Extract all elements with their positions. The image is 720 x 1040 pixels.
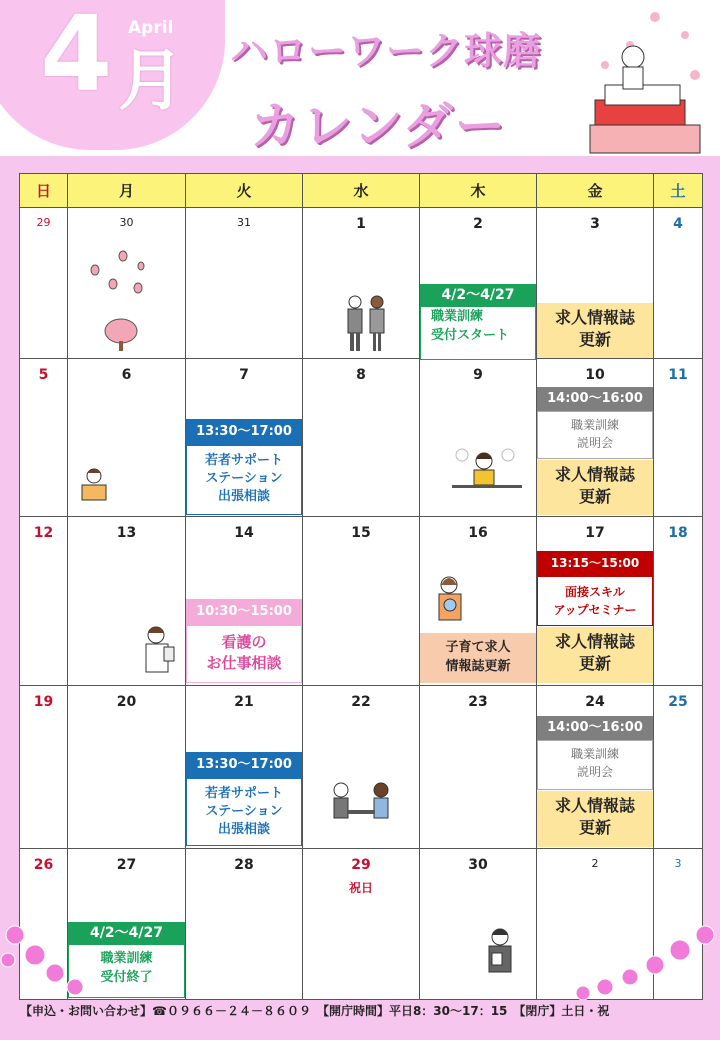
business-people-icon: [343, 294, 393, 354]
mother-baby-icon: [434, 575, 468, 623]
event-youth-time: 13:30～17:00: [186, 752, 302, 778]
day-cell: [420, 686, 537, 849]
day-cell: [537, 686, 654, 849]
event-job-info-update: 求人情報誌 更新: [537, 627, 653, 683]
day-number: 25: [668, 694, 688, 710]
day-cell: [303, 849, 420, 1000]
day-number: 19: [33, 694, 54, 710]
day-cell: [654, 208, 703, 359]
day-number: 8: [356, 367, 366, 383]
businessman-icon: [482, 927, 518, 977]
day-number: 13: [116, 525, 137, 541]
person-on-books-icon: [585, 5, 715, 155]
day-number: 26: [33, 857, 54, 873]
day-cell: [303, 517, 420, 686]
page-title: ハローワーク球磨: [230, 29, 543, 73]
day-cell: [420, 208, 537, 359]
day-cell: [654, 686, 703, 849]
event-interview-time: 13:15～15:00: [537, 551, 653, 576]
sakura-flowers-icon: [0, 905, 110, 1000]
day-cell: [654, 359, 703, 517]
day-cell: [186, 359, 303, 517]
day-cell: [654, 517, 703, 686]
weekday-mon: 月: [68, 174, 186, 208]
page-subtitle: カレンダー: [250, 97, 507, 155]
event-training-period: 4/2～4/27: [420, 284, 536, 306]
consultation-icon: [329, 780, 393, 830]
event-training-seminar: 職業訓練 説明会: [537, 411, 653, 459]
day-cell: [20, 686, 68, 849]
day-number: 3: [674, 857, 682, 870]
day-number: 30: [119, 216, 134, 229]
day-number: 29: [36, 216, 51, 229]
holiday-label: 祝日: [348, 881, 373, 895]
day-number: 16: [468, 525, 488, 541]
day-number: 23: [468, 694, 488, 710]
day-number: 6: [121, 367, 132, 383]
day-cell: [68, 208, 186, 359]
day-cell: [186, 517, 303, 686]
child-reading-icon: [78, 467, 110, 503]
day-number: 5: [38, 367, 49, 383]
day-cell: [420, 517, 537, 686]
cherry-blossom-tree-icon: [83, 246, 153, 351]
day-cell: [420, 359, 537, 517]
day-number: 27: [116, 857, 137, 873]
day-number: 12: [33, 525, 54, 541]
weekday-wed: 水: [303, 174, 420, 208]
day-cell: [68, 686, 186, 849]
day-cell: [68, 359, 186, 517]
event-nurse-consult: 看護の お仕事相談: [186, 625, 302, 683]
event-interview-seminar: 面接スキル アップセミナー: [537, 576, 653, 626]
event-job-info-update: 求人情報誌 更新: [537, 791, 653, 847]
day-number: 28: [234, 857, 254, 873]
day-cell: [420, 849, 537, 1000]
month-badge: [0, 0, 225, 150]
day-number: 17: [585, 525, 605, 541]
day-number: 22: [351, 694, 371, 710]
day-cell: [20, 208, 68, 359]
calendar-grid: [19, 173, 702, 999]
event-seminar-time: 14:00～16:00: [537, 716, 653, 740]
month-number: 4: [40, 0, 113, 115]
header: [0, 0, 720, 160]
day-number: 10: [585, 367, 605, 383]
day-number: 24: [585, 694, 605, 710]
day-number: 7: [239, 367, 249, 383]
day-cell: [537, 359, 654, 517]
weekday-sat: 土: [654, 174, 703, 208]
day-number: 30: [468, 857, 488, 873]
day-cell: [303, 359, 420, 517]
day-cell: [68, 517, 186, 686]
day-number: 3: [590, 216, 600, 232]
event-youth-support: 若者サポート ステーション 出張相談: [186, 445, 302, 515]
day-cell: [20, 517, 68, 686]
day-number: 29: [351, 857, 371, 873]
day-number: 20: [116, 694, 137, 710]
day-number: 11: [668, 367, 688, 383]
day-number: 4: [673, 216, 683, 232]
day-cell: [186, 849, 303, 1000]
contact-footer: 【申込・お問い合わせ】☎０９６６－２４－８６０９ 【開庁時間】平日8：30～17：15 【閉庁】土日・祝: [20, 1004, 610, 1018]
day-number: 2: [591, 857, 599, 870]
weekday-sun: 日: [20, 174, 68, 208]
day-number: 31: [237, 216, 251, 229]
weekday-fri: 金: [537, 174, 654, 208]
event-job-info-update: 求人情報誌 更新: [537, 303, 653, 358]
day-cell: [303, 686, 420, 849]
event-seminar-time: 14:00～16:00: [537, 387, 653, 411]
event-training-period: 4/2～4/27: [68, 922, 185, 944]
day-number: 21: [234, 694, 254, 710]
weekday-thu: 木: [420, 174, 537, 208]
event-training-end: 職業訓練 受付終了: [68, 944, 185, 998]
event-training-seminar: 職業訓練 説明会: [537, 740, 653, 790]
month-english: April: [128, 18, 174, 38]
event-training-start: 職業訓練 受付スタート: [420, 306, 536, 360]
month-kanji: 月: [118, 42, 184, 119]
day-cell: [20, 359, 68, 517]
weekday-tue: 火: [186, 174, 303, 208]
event-nurse-time: 10:30～15:00: [186, 599, 302, 625]
day-number: 2: [473, 216, 483, 232]
sakura-flowers-icon: [565, 905, 720, 1000]
day-cell: [186, 208, 303, 359]
day-number: 15: [351, 525, 371, 541]
day-number: 9: [473, 367, 483, 383]
day-cell: [537, 517, 654, 686]
day-number: 14: [234, 525, 254, 541]
event-youth-support: 若者サポート ステーション 出張相談: [186, 778, 302, 846]
day-cell: [303, 208, 420, 359]
event-childcare-info-update: 子育て求人 情報誌更新: [420, 633, 536, 683]
day-cell: [537, 208, 654, 359]
day-number: 18: [668, 525, 688, 541]
event-job-info-update: 求人情報誌 更新: [537, 460, 653, 515]
nurse-icon: [140, 625, 176, 677]
event-youth-time: 13:30～17:00: [186, 419, 302, 445]
woman-studying-icon: [452, 447, 522, 497]
day-number: 1: [356, 216, 366, 232]
day-cell: [186, 686, 303, 849]
